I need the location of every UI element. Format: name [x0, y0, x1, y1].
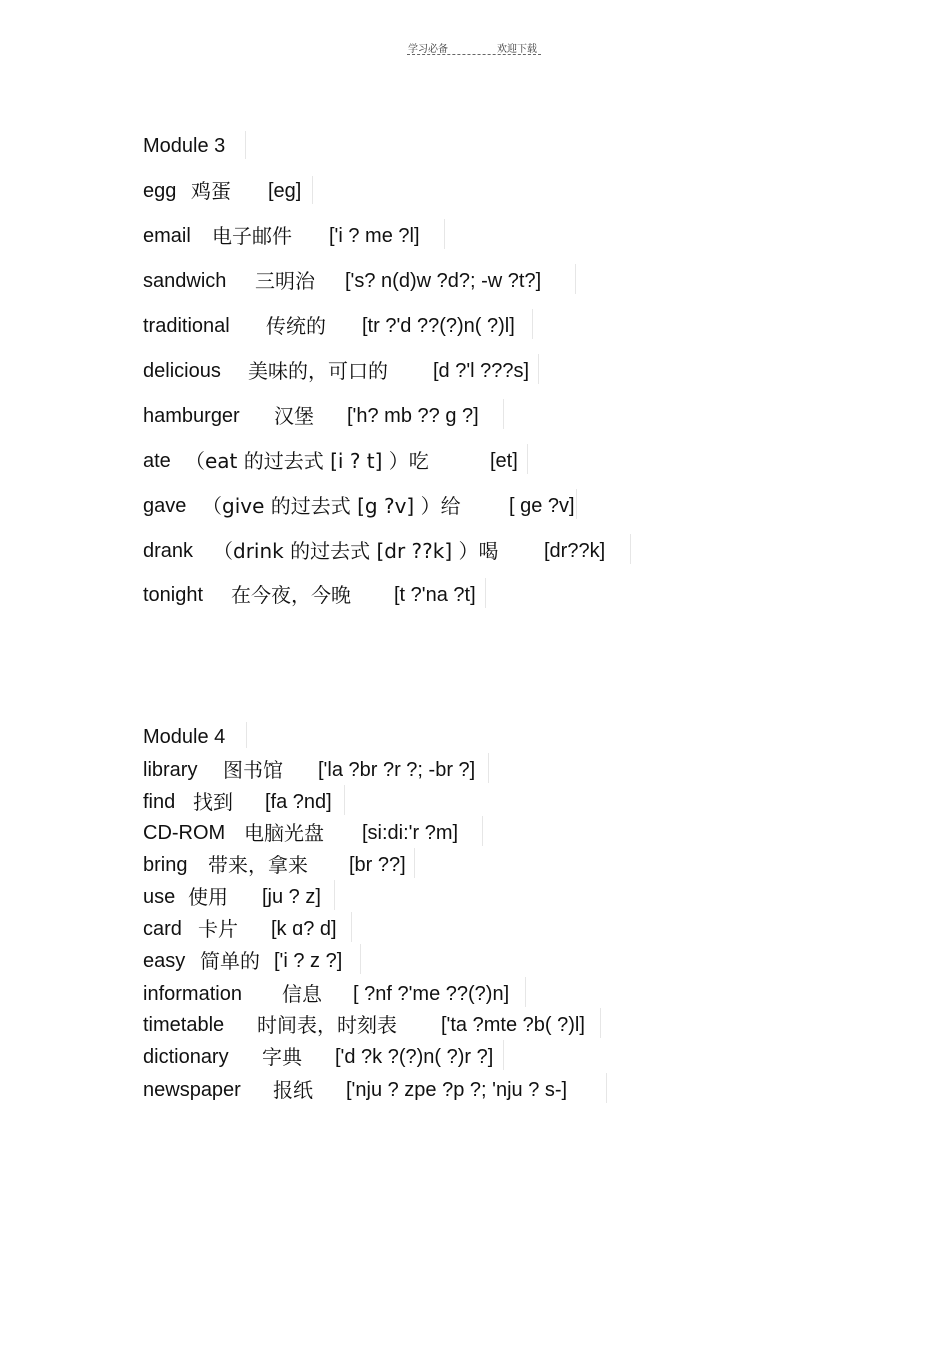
meaning: 字典 — [262, 1045, 302, 1069]
word: bring — [143, 854, 188, 876]
meaning: （drink 的过去式 [dr ??k] ）喝 — [213, 539, 499, 563]
phonetic: ['i ? z ?] — [274, 950, 343, 972]
word: drank — [143, 540, 194, 562]
phonetic: [ ɡe ?v] — [509, 495, 575, 517]
word: email — [143, 225, 191, 247]
word: ate — [143, 450, 171, 472]
meaning: （eat 的过去式 [i ? t] ）吃 — [185, 449, 429, 473]
phonetic: [tr ?'d ??(?)n( ?)l] — [362, 315, 515, 337]
meaning: 简单的 — [200, 949, 260, 973]
phonetic: [ ?nf ?'me ??(?)n] — [353, 983, 510, 1005]
meaning: 汉堡 — [274, 404, 314, 428]
meaning: 鸡蛋 — [191, 179, 231, 203]
phonetic: ['s? n(d)w ?d?; -w ?t?] — [345, 270, 542, 292]
phonetic: [dr??k] — [544, 540, 606, 562]
meaning: 信息 — [282, 982, 322, 1006]
word: find — [143, 791, 176, 813]
meaning: 电脑光盘 — [244, 821, 324, 845]
word: easy — [143, 950, 186, 972]
meaning: 传统的 — [266, 314, 326, 338]
phonetic: ['ta ?mte ?b( ?)l] — [441, 1014, 585, 1036]
phonetic: [si:di:'r ?m] — [362, 822, 459, 844]
phonetic: [br ??] — [349, 854, 406, 876]
phonetic: [ju ? z] — [262, 886, 321, 908]
phonetic: ['i ? me ?l] — [329, 225, 420, 247]
meaning: 报纸 — [273, 1078, 313, 1102]
phonetic: [t ?'na ?t] — [394, 584, 476, 606]
phonetic: [et] — [490, 450, 518, 472]
header-right-text: 欢迎下载 — [497, 44, 537, 55]
phonetic: [d ?'l ???s] — [433, 360, 530, 382]
word: card — [143, 918, 182, 940]
word: information — [143, 983, 242, 1005]
word: egg — [143, 180, 177, 202]
phonetic: ['d ?k ?(?)n( ?)r ?] — [335, 1046, 494, 1068]
word: hamburger — [143, 405, 240, 427]
meaning: 带来，拿来 — [208, 853, 308, 877]
header-left-text: 学习必备 — [408, 44, 448, 55]
word: delicious — [143, 360, 221, 382]
word: gave — [143, 495, 187, 517]
meaning: 在今夜，今晚 — [231, 583, 351, 607]
phonetic: ['h? mb ?? g ?] — [347, 405, 479, 427]
meaning: 三明治 — [255, 269, 315, 293]
word: library — [143, 759, 198, 781]
word: CD-ROM — [143, 822, 226, 844]
meaning: 找到 — [193, 790, 233, 814]
phonetic: [eg] — [268, 180, 302, 202]
phonetic: [fa ?nd] — [265, 791, 332, 813]
phonetic: ['nju ? zpe ?p ?; 'nju ? s-] — [346, 1079, 568, 1101]
word: newspaper — [143, 1079, 241, 1101]
meaning: 时间表，时刻表 — [257, 1013, 397, 1037]
word: tonight — [143, 584, 204, 606]
word: use — [143, 886, 176, 908]
meaning: 使用 — [188, 885, 228, 909]
phonetic: ['la ?br ?r ?; -br ?] — [318, 759, 476, 781]
word: timetable — [143, 1014, 225, 1036]
meaning: 卡片 — [198, 917, 238, 941]
meaning: 美味的，可口的 — [248, 359, 388, 383]
meaning: 图书馆 — [223, 758, 283, 782]
word: dictionary — [143, 1046, 229, 1068]
word: sandwich — [143, 270, 227, 292]
meaning: （give 的过去式 [g ?v] ）给 — [202, 494, 461, 518]
meaning: 电子邮件 — [212, 224, 292, 248]
page-header — [407, 38, 541, 55]
phonetic: [k ɑ? d] — [271, 918, 337, 940]
word: traditional — [143, 315, 230, 337]
